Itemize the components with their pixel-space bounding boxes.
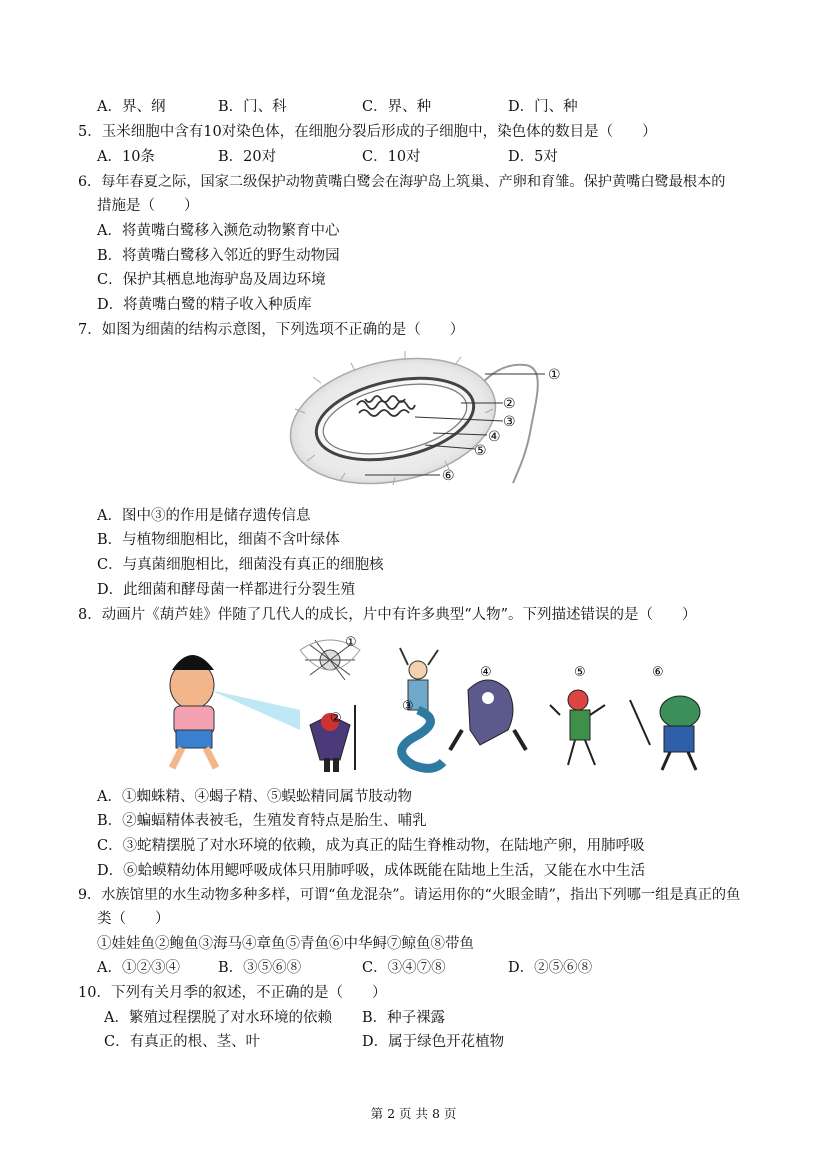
scorpion-figure	[450, 680, 526, 750]
character-label-1: ①	[345, 635, 357, 650]
q7-option-c: C．与真菌细胞相比，细菌没有真正的细胞核	[97, 557, 384, 573]
diagram-label-6: ⑥	[442, 468, 455, 484]
q5-stem: 5．玉米细胞中含有10对染色体，在细胞分裂后形成的子细胞中，染色体的数目是（ ）	[78, 124, 657, 140]
toad-figure	[630, 696, 700, 770]
q7-option-b: B．与植物细胞相比，细菌不含叶绿体	[97, 532, 340, 548]
q10-option-b: B．种子裸露	[362, 1010, 446, 1026]
page-footer: 第 2 页 共 8 页	[370, 1106, 457, 1121]
q4-option-c: C．界、种	[362, 99, 432, 115]
q9-option-c: C．③④⑦⑧	[362, 960, 446, 976]
q5-option-a: A．10条	[97, 149, 155, 165]
q6-stem-line1: 6．每年春夏之际，国家二级保护动物黄嘴白鹭会在海驴岛上筑巢、产卵和育雏。保护黄嘴白鹭最根本的	[78, 174, 726, 190]
q8-option-a: A．①蜘蛛精、④蝎子精、⑤蜈蚣精同属节肢动物	[97, 789, 412, 805]
q6-option-c: C．保护其栖息地海驴岛及周边环境	[97, 272, 326, 288]
q4-option-a: A．界、纲	[97, 99, 166, 115]
character-label-6: ⑥	[652, 665, 664, 680]
diagram-label-2: ②	[503, 396, 516, 412]
q5-option-c: C．10对	[362, 149, 421, 165]
q10-option-d: D．属于绿色开花植物	[362, 1034, 505, 1050]
calabash-brother-figure	[170, 655, 300, 768]
q9-option-d: D．②⑤⑥⑧	[508, 960, 593, 976]
character-label-2: ②	[330, 711, 342, 726]
q5-option-b: B．20对	[218, 149, 277, 165]
q8-stem: 8．动画片《葫芦娃》伴随了几代人的成长，片中有许多典型“人物”。下列描述错误的是（ ）	[78, 607, 697, 623]
q10-option-a: A．繁殖过程摆脱了对水环境的依赖	[104, 1010, 332, 1026]
q6-stem-line2: 措施是（ ）	[97, 198, 199, 214]
q4-option-b: B．门、科	[218, 99, 287, 115]
q7-stem: 7．如图为细菌的结构示意图，下列选项不正确的是（ ）	[78, 322, 465, 338]
character-label-5: ⑤	[574, 665, 586, 680]
q9-option-a: A．①②③④	[97, 960, 180, 976]
q9-stem-line1: 9．水族馆里的水生动物多种多样，可谓“鱼龙混杂”。请运用你的“火眼金睛”，指出下列哪一组是真正的鱼	[78, 887, 741, 903]
diagram-label-1: ①	[548, 367, 561, 383]
q10-stem: 10．下列有关月季的叙述，不正确的是（ ）	[78, 985, 387, 1001]
centipede-figure	[550, 690, 605, 765]
q6-option-a: A．将黄嘴白鹭移入濒危动物繁育中心	[97, 223, 340, 239]
q9-option-b: B．③⑤⑥⑧	[218, 960, 302, 976]
q9-stem-line2: 类（ ）	[97, 911, 170, 927]
q5-option-d: D．5对	[508, 149, 558, 165]
diagram-label-4: ④	[488, 429, 501, 445]
q6-option-b: B．将黄嘴白鹭移入邻近的野生动物园	[97, 248, 340, 264]
q6-option-d: D．将黄嘴白鹭的精子收入种质库	[97, 297, 312, 313]
q8-option-c: C．③蛇精摆脱了对水环境的依赖，成为真正的陆生脊椎动物，在陆地产卵，用肺呼吸	[97, 838, 645, 854]
diagram-label-3: ③	[503, 414, 516, 430]
q4-option-d: D．门、种	[508, 99, 578, 115]
calabash-characters-illustration	[150, 630, 710, 780]
character-label-4: ④	[480, 665, 492, 680]
character-label-3: ③	[402, 699, 414, 714]
q7-option-a: A．图中③的作用是储存遗传信息	[97, 508, 311, 524]
q8-option-b: B．②蝙蝠精体表被毛，生殖发育特点是胎生、哺乳	[97, 813, 427, 829]
q9-items: ①娃娃鱼②鲍鱼③海马④章鱼⑤青鱼⑥中华鲟⑦鲸鱼⑧带鱼	[97, 936, 474, 952]
q8-option-d: D．⑥蛤蟆精幼体用鳃呼吸成体只用肺呼吸，成体既能在陆地上生活，又能在水中生活	[97, 863, 646, 879]
bacteria-diagram	[285, 343, 575, 493]
q10-option-c: C．有真正的根、茎、叶	[104, 1034, 261, 1050]
diagram-label-5: ⑤	[474, 443, 487, 459]
q7-option-d: D．此细菌和酵母菌一样都进行分裂生殖	[97, 582, 356, 598]
